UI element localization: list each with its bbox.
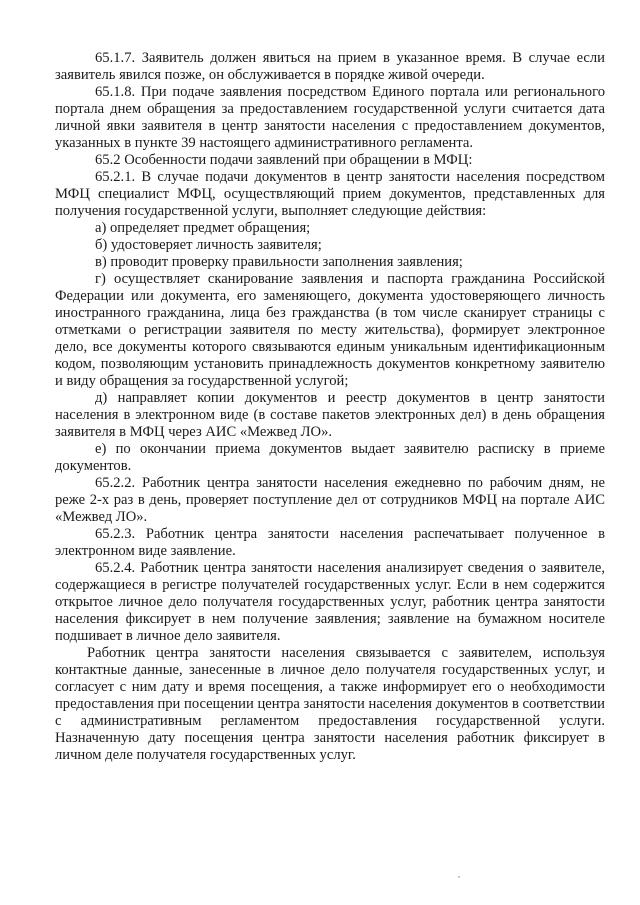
list-item-d: д) направляет копии документов и реестр документов в центр занятости населения в электронном виде (в составе пакетов электронных дел) в день обращения заявителя в МФЦ через АИС «Межвед ЛО». [55,390,605,440]
paragraph-65-2-4: 65.2.4. Работник центра занятости населения анализирует сведения о заявителе, содержащиеся в регистре получателей государственных услуг. Если в нем содержится открытое личное дело получателя государственных услуг, работник центра занятости населения фиксирует в нем получение заявления; заявление на бумажном носителе подшивает в личное дело заявителя. [55,560,605,644]
list-item-g: г) осуществляет сканирование заявления и паспорта гражданина Российской Федерации или документа, его заменяющего, документа удостоверяющего личность иностранного гражданина, лица без гражданства (в том числе сканирует страницы с отметками о регистрации заявителя по месту жительства), формирует электронное дело, все документы которого связываются единым уникальным идентификационным кодом, позволяющим установить принадлежность документов конкретному заявителю и виду обращения за государственной услугой; [55,271,605,389]
list-item-e: е) по окончании приема документов выдает заявителю расписку в приеме документов. [55,441,605,474]
paragraph-65-2-3: 65.2.3. Работник центра занятости населения распечатывает полученное в электронном виде заявление. [55,526,605,559]
paragraph-65-1-7: 65.1.7. Заявитель должен явиться на прием в указанное время. В случае если заявитель явился позже, он обслуживается в порядке живой очереди. [55,50,605,83]
paragraph-65-2-1: 65.2.1. В случае подачи документов в центр занятости населения посредством МФЦ специалист МФЦ, осуществляющий прием документов, представленных для получения государственной услуги, выполняет следующие действия: [55,169,605,219]
document-page [55,50,605,764]
list-item-b: б) удостоверяет личность заявителя; [95,237,322,253]
paragraph-65-2-heading: 65.2 Особенности подачи заявлений при обращении в МФЦ: [95,152,473,168]
paragraph-65-2-2: 65.2.2. Работник центра занятости населения ежедневно по рабочим дням, не реже 2-х раз в день, проверяет поступление дел от сотрудников МФЦ на портале АИС «Межвед ЛО». [55,475,605,525]
paragraph-65-1-8: 65.1.8. При подаче заявления посредством Единого портала или регионального портала днем обращения за предоставлением государственной услуги считается дата личной явки заявителя в центр занятости населения с предоставлением документов, указанных в пункте 39 настоящего административного регламента. [55,84,605,151]
scan-speck [458,876,460,878]
list-item-a: а) определяет предмет обращения; [95,220,311,236]
list-item-v: в) проводит проверку правильности заполнения заявления; [95,254,463,270]
paragraph-contact-applicant: Работник центра занятости населения связывается с заявителем, используя контактные данные, занесенные в личное дело получателя государственных услуг, и согласует с ним дату и время посещения, а также информирует его о необходимости предоставления при посещении центра занятости населения документов в соответствии с административным регламентом предоставления государственной услуги. Назначенную дату посещения центра занятости населения работник фиксирует в личном деле получателя государственных услуг. [55,645,605,763]
